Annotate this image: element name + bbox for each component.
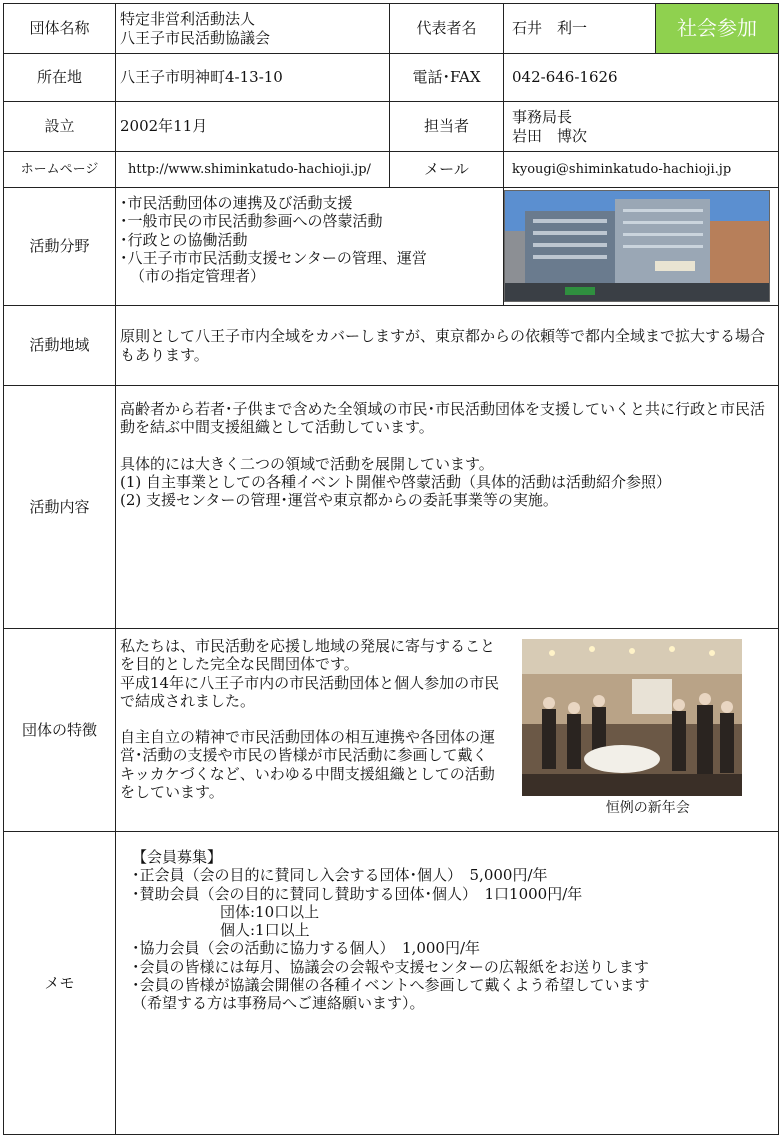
org-name-label: 団体名称 (4, 4, 116, 54)
memo-subline: 個人:1口以上 (220, 921, 310, 940)
building-illustration (505, 191, 770, 302)
row-activities (4, 386, 779, 629)
homepage-link[interactable]: http://www.shiminkatudo-hachioji.jp/ (116, 152, 390, 188)
row-web (4, 152, 779, 188)
building-photo (504, 190, 770, 302)
memo-line: ･協力会員（会の活動に協力する個人） 1,000円/年 (132, 939, 480, 958)
area-label: 活動地域 (4, 306, 116, 386)
memo-text (116, 832, 779, 1135)
memo-line: ･会員の皆様には毎月、協議会の会報や支援センターの広報紙をお送りします (132, 957, 649, 976)
memo-subline: 団体:10口以上 (220, 902, 320, 921)
party-illustration (522, 639, 742, 796)
memo-heading: 【会員募集】 (132, 848, 223, 866)
field-item: ･行政との協働活動 (120, 230, 248, 249)
features-para3: 自主自立の精神で市民活動団体の相互連携や各団体の運営･活動の支援や市民の皆様が市民活動に参画して戴くキッカケづくなど、いわゆる中間支援組織としての活動をしています。 (120, 728, 496, 802)
contact-title: 事務局長 (512, 108, 573, 127)
features-label: 団体の特徴 (4, 629, 116, 832)
memo-line: ･正会員（会の目的に賛同し入会する団体･個人） 5,000円/年 (132, 866, 548, 885)
founded-value: 2002年11月 (116, 102, 390, 152)
mail-label: メール (390, 152, 504, 188)
activities-label: 活動内容 (4, 386, 116, 629)
activities-text (116, 386, 779, 629)
phone-value: 042-646-1626 (504, 54, 779, 102)
contact-name: 岩田 博次 (512, 126, 588, 145)
org-profile-table (3, 3, 779, 1135)
category-tag: 社会参加 (656, 4, 779, 54)
building-photo-cell (504, 188, 779, 306)
contact-value (504, 102, 779, 152)
features-para1: 私たちは、市民活動を応援し地域の発展に寄与することを目的とした完全な民間団体です。 (120, 637, 496, 674)
memo-line: （希望する方は事務局へご連絡願います）。 (132, 994, 425, 1013)
memo-label: メモ (4, 832, 116, 1135)
org-name-line2: 八王子市民活動協議会 (120, 28, 271, 47)
party-photo (522, 639, 742, 796)
activities-para1: 高齢者から若者･子供まで含めた全領域の市民･市民活動団体を支援していくと共に行政と市民活動を結ぶ中間支援組織として活動しています。 (120, 400, 766, 437)
address-value: 八王子市明神町4-13-10 (116, 54, 390, 102)
contact-label: 担当者 (390, 102, 504, 152)
field-item: ･市民活動団体の連携及び活動支援 (120, 194, 353, 212)
rep-name: 石井 利一 (504, 4, 656, 54)
activities-item1: (1) 自主事業としての各種イベント開催や啓蒙活動（具体的活動は活動紹介参照） (120, 472, 672, 491)
activities-item2: (2) 支援センターの管理･運営や東京都からの委託事業等の実施。 (120, 491, 558, 510)
party-photo-cell (504, 629, 779, 832)
mail-link[interactable]: kyougi@shiminkatudo-hachioji.jp (504, 152, 779, 188)
address-label: 所在地 (4, 54, 116, 102)
features-para2: 平成14年に八王子市内の市民活動団体と個人参加の市民で結成されました。 (120, 673, 500, 710)
org-name-value (116, 4, 390, 54)
rep-label: 代表者名 (390, 4, 504, 54)
row-founded (4, 102, 779, 152)
area-text: 原則として八王子市内全域をカバーしますが、東京都からの依頼等で都内全域まで拡大する場合もあります。 (116, 306, 779, 386)
phone-label: 電話･FAX (390, 54, 504, 102)
org-name-line1: 特定非営利活動法人 (120, 10, 256, 29)
field-item: ･一般市民の市民活動参画への啓蒙活動 (120, 212, 383, 231)
field-item: ･八王子市市民活動支援センターの管理、運営 (120, 248, 427, 267)
row-features (4, 629, 779, 832)
memo-line: ･賛助会員（会の目的に賛同し賛助する団体･個人） 1口1000円/年 (132, 884, 583, 903)
features-text (116, 629, 504, 832)
homepage-label: ホームページ (4, 152, 116, 188)
founded-label: 設立 (4, 102, 116, 152)
row-field (4, 188, 779, 306)
row-area (4, 306, 779, 386)
field-label: 活動分野 (4, 188, 116, 306)
field-item: （市の指定管理者） (130, 267, 266, 286)
org-profile-sheet (3, 3, 778, 1140)
row-org-name (4, 4, 779, 54)
party-photo-caption: 恒例の新年会 (605, 800, 690, 816)
memo-line: ･会員の皆様が協議会開催の各種イベントへ参画して戴くよう希望しています (132, 976, 650, 995)
activities-intro: 具体的には大きく二つの領域で活動を展開しています。 (120, 454, 494, 473)
row-address (4, 54, 779, 102)
field-list (116, 188, 504, 306)
row-memo (4, 832, 779, 1135)
